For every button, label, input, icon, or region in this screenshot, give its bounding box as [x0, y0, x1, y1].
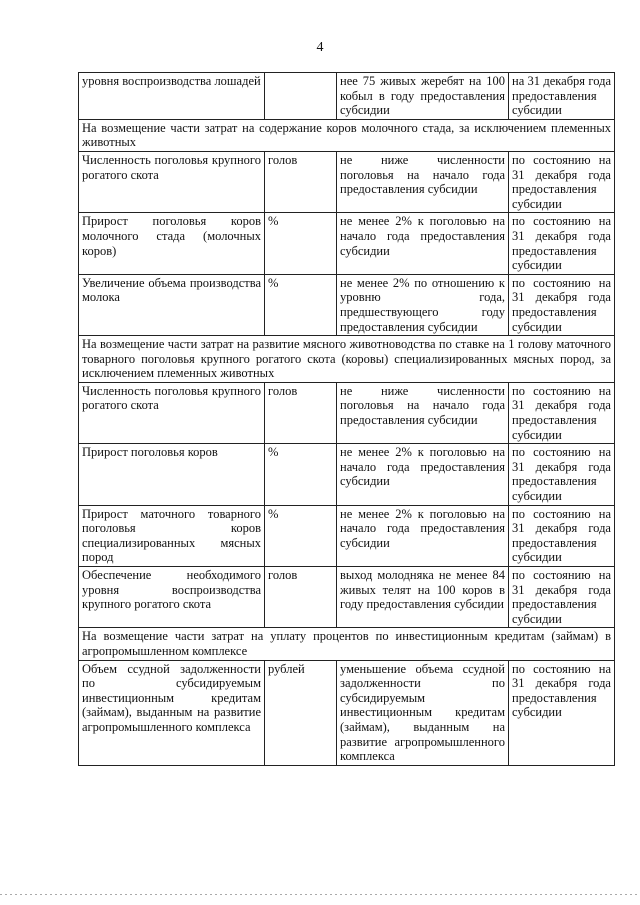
section-header-row [79, 336, 615, 383]
deadline-cell: по состоянию на 31 декабря года предоставления субсидии [509, 567, 615, 628]
target-value-cell: не ниже численности поголовья на начало года предоставления субсидии [337, 382, 509, 443]
indicator-name-cell: Увеличение объема производства молока [79, 274, 265, 335]
unit-cell: голов [265, 151, 337, 212]
unit-cell: % [265, 505, 337, 566]
indicator-name-cell: уровня воспроизводства лошадей [79, 73, 265, 120]
section-header: На возмещение части затрат на уплату процентов по инвестиционным кредитам (займам) в агропромышленном комплексе [79, 628, 615, 660]
target-value-cell: не менее 2% к поголовью на начало года предоставления субсидии [337, 444, 509, 505]
unit-cell [265, 73, 337, 120]
unit-cell: голов [265, 382, 337, 443]
target-value-cell: не менее 2% по отношению к уровню года, предшествующего году предоставления субсидии [337, 274, 509, 335]
target-value-cell: не ниже численности поголовья на начало года предоставления субсидии [337, 151, 509, 212]
indicator-name-cell: Обеспечение необходимого уровня воспроизводства крупного рогатого скота [79, 567, 265, 628]
table-row [79, 151, 615, 212]
deadline-cell: на 31 декабря года предоставления субсидии [509, 73, 615, 120]
target-value-cell: не менее 2% к поголовью на начало года предоставления субсидии [337, 505, 509, 566]
indicators-table [78, 72, 615, 766]
scan-noise-line [0, 894, 640, 895]
unit-cell: % [265, 444, 337, 505]
indicator-name-cell: Численность поголовья крупного рогатого скота [79, 151, 265, 212]
unit-cell: рублей [265, 660, 337, 765]
deadline-cell: по состоянию на 31 декабря года предоставления субсидии [509, 274, 615, 335]
table-row [79, 213, 615, 274]
deadline-cell: по состоянию на 31 декабря года предоставления субсидии [509, 660, 615, 765]
indicator-name-cell: Объем ссудной задолженности по субсидируемым инвестиционным кредитам (займам), выданным на развитие агропромышленного комплекса [79, 660, 265, 765]
deadline-cell: по состоянию на 31 декабря года предоставления субсидии [509, 505, 615, 566]
table-row [79, 73, 615, 120]
deadline-cell: по состоянию на 31 декабря года предоставления субсидии [509, 151, 615, 212]
table-row [79, 505, 615, 566]
section-header-row [79, 119, 615, 151]
indicator-name-cell: Прирост поголовья коров молочного стада (молочных коров) [79, 213, 265, 274]
table-row [79, 567, 615, 628]
table-row [79, 444, 615, 505]
indicator-name-cell: Прирост маточного товарного поголовья коров специализированных мясных пород [79, 505, 265, 566]
target-value-cell: уменьшение объема ссудной задолженности по субсидируемым инвестиционным кредитам (займам), выданным на развитие агропромышленного комплекса [337, 660, 509, 765]
deadline-cell: по состоянию на 31 декабря года предоставления субсидии [509, 444, 615, 505]
target-value-cell: не менее 2% к поголовью на начало года предоставления субсидии [337, 213, 509, 274]
page-number: 4 [316, 40, 324, 55]
table-row [79, 382, 615, 443]
target-value-cell: нее 75 живых жеребят на 100 кобыл в году предоставления субсидии [337, 73, 509, 120]
deadline-cell: по состоянию на 31 декабря года предоставления субсидии [509, 213, 615, 274]
table-row [79, 274, 615, 335]
target-value-cell: выход молодняка не менее 84 живых телят на 100 коров в году предоставления субсидии [337, 567, 509, 628]
section-header: На возмещение части затрат на содержание коров молочного стада, за исключением племенных животных [79, 119, 615, 151]
deadline-cell: по состоянию на 31 декабря года предоставления субсидии [509, 382, 615, 443]
indicator-name-cell: Прирост поголовья коров [79, 444, 265, 505]
section-header: На возмещение части затрат на развитие мясного животноводства по ставке на 1 голову маточного товарного поголовья крупного рогатого скота (коровы) специализированных мясных пород, за исключением племенных животных [79, 336, 615, 383]
table-row [79, 660, 615, 765]
unit-cell: голов [265, 567, 337, 628]
unit-cell: % [265, 213, 337, 274]
indicators-table-body [79, 73, 615, 766]
section-header-row [79, 628, 615, 660]
indicator-name-cell: Численность поголовья крупного рогатого скота [79, 382, 265, 443]
unit-cell: % [265, 274, 337, 335]
